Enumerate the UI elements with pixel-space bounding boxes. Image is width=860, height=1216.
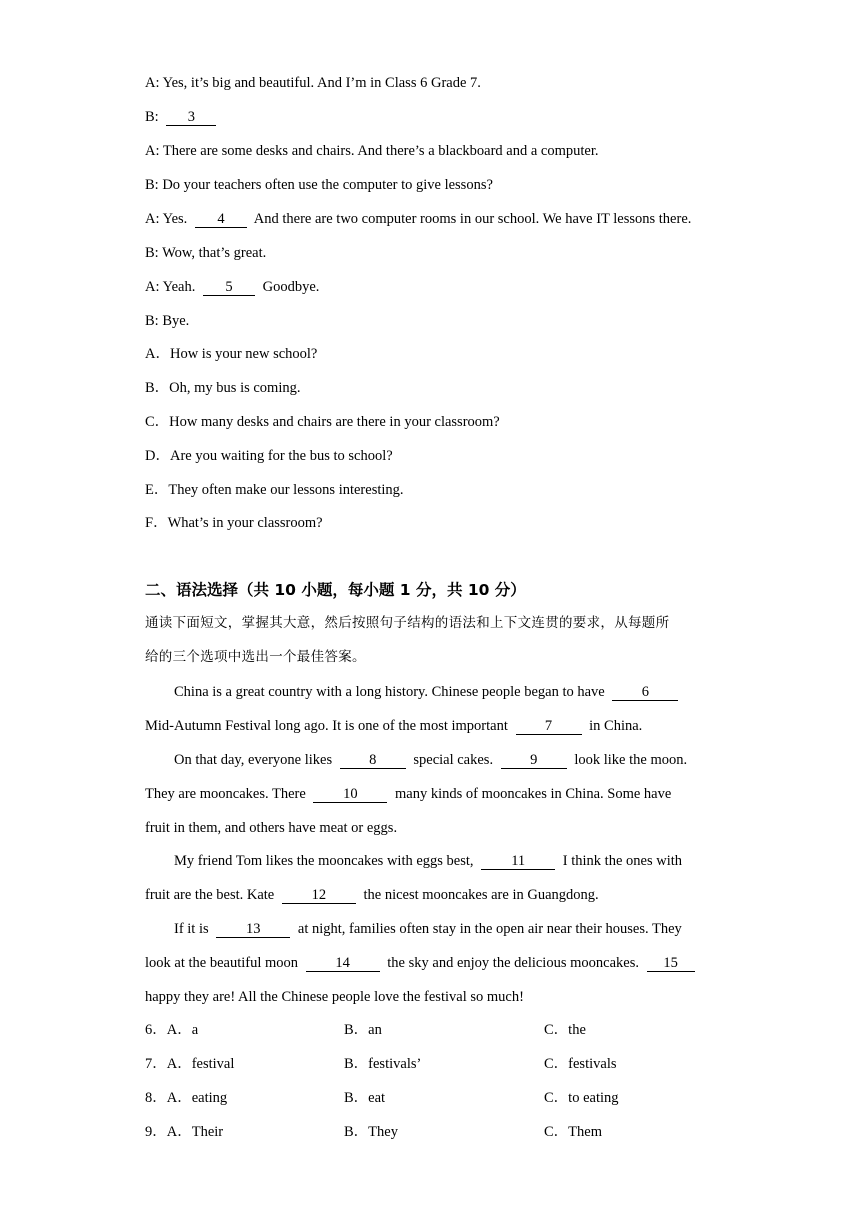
line-text: A: Yes. [145,211,188,227]
dialogue-line [145,108,220,126]
option-item: C．How many desks and chairs are there in your classroom? [145,414,500,430]
line-text: They are mooncakes. There [145,786,306,802]
passage-line [174,920,682,938]
passage-line [174,751,687,769]
answer-blank[interactable]: 7 [516,719,582,735]
option-item: B．Oh, my bus is coming. [145,380,301,396]
answer-blank[interactable]: 11 [481,854,555,870]
passage-line [174,852,682,870]
choice-a[interactable]: 8．A．eating [145,1090,228,1106]
question-row [145,1021,745,1039]
choice-c[interactable]: C．the [544,1022,586,1038]
line-text: look at the beautiful moon [145,955,299,971]
answer-blank[interactable]: 6 [612,685,678,701]
dialogue-line: B: Wow, that’s great. [145,245,267,261]
choice-b[interactable]: B．festivals’ [344,1056,422,1072]
question-row [145,1089,745,1107]
passage-line [145,717,642,735]
passage-line: fruit in them, and others have meat or eggs. [145,820,398,836]
answer-blank[interactable]: 12 [282,888,356,904]
dialogue-line: A: There are some desks and chairs. And there’s a blackboard and a computer. [145,143,599,159]
line-text: My friend Tom likes the mooncakes with eggs best, [174,853,474,869]
answer-blank[interactable]: 3 [166,110,216,126]
answer-blank[interactable]: 9 [501,753,567,769]
line-text: at night, families often stay in the open air near their houses. They [297,921,682,937]
passage-line [145,886,599,904]
answer-blank[interactable]: 10 [313,787,387,803]
answer-blank[interactable]: 15 [647,956,695,972]
line-text: the nicest mooncakes are in Guangdong. [363,887,599,903]
choice-c[interactable]: C．festivals [544,1056,617,1072]
choice-b[interactable]: B．eat [344,1090,386,1106]
choice-b[interactable]: B．They [344,1124,398,1140]
answer-blank[interactable]: 8 [340,753,406,769]
line-text: many kinds of mooncakes in China. Some have [395,786,672,802]
line-text: fruit are the best. Kate [145,887,275,903]
line-text: I think the ones with [562,853,683,869]
line-text: the sky and enjoy the delicious mooncakes. [387,955,639,971]
dialogue-line: A: Yes, it’s big and beautiful. And I’m in Class 6 Grade 7. [145,75,481,91]
line-text: Goodbye. [262,279,320,295]
instructions-line: 给的三个选项中选出一个最佳答案。 [145,649,366,665]
passage-line [145,954,699,972]
passage-line [174,683,682,701]
choice-a[interactable]: 7．A．festival [145,1056,235,1072]
dialogue-line [145,210,691,228]
dialogue-line: B: Bye. [145,313,190,329]
line-text: And there are two computer rooms in our school. We have IT lessons there. [253,211,692,227]
passage-line [145,785,671,803]
line-text: special cakes. [413,752,494,768]
option-item: A．How is your new school? [145,346,318,362]
choice-c[interactable]: C．Them [544,1124,602,1140]
dialogue-line [145,278,319,296]
option-item: F．What’s in your classroom? [145,515,323,531]
choice-c[interactable]: C．to eating [544,1090,619,1106]
choice-a[interactable]: 6．A．a [145,1022,199,1038]
answer-blank[interactable]: 5 [203,280,255,296]
line-text: look like the moon. [574,752,688,768]
choice-b[interactable]: B．an [344,1022,382,1038]
choice-a[interactable]: 9．A．Their [145,1124,224,1140]
section-heading: 二、语法选择（共 10 小题，每小题 1 分，共 10 分） [145,581,526,599]
speaker-label: B: [145,109,159,125]
line-text: China is a great country with a long history. Chinese people began to have [174,684,605,700]
line-text: A: Yeah. [145,279,196,295]
answer-blank[interactable]: 4 [195,212,247,228]
line-text: If it is [174,921,209,937]
answer-blank[interactable]: 14 [306,956,380,972]
line-text: On that day, everyone likes [174,752,333,768]
line-text: Mid-Autumn Festival long ago. It is one of the most important [145,718,508,734]
answer-blank[interactable]: 13 [216,922,290,938]
question-row [145,1055,745,1073]
line-text: in China. [589,718,643,734]
question-row [145,1123,745,1141]
passage-line: happy they are! All the Chinese people love the festival so much! [145,989,524,1005]
option-item: D．Are you waiting for the bus to school? [145,448,393,464]
option-item: E．They often make our lessons interesting. [145,482,404,498]
instructions-line: 通读下面短文，掌握其大意，然后按照句子结构的语法和上下文连贯的要求，从每题所 [145,615,670,631]
dialogue-line: B: Do your teachers often use the computer to give lessons? [145,177,493,193]
